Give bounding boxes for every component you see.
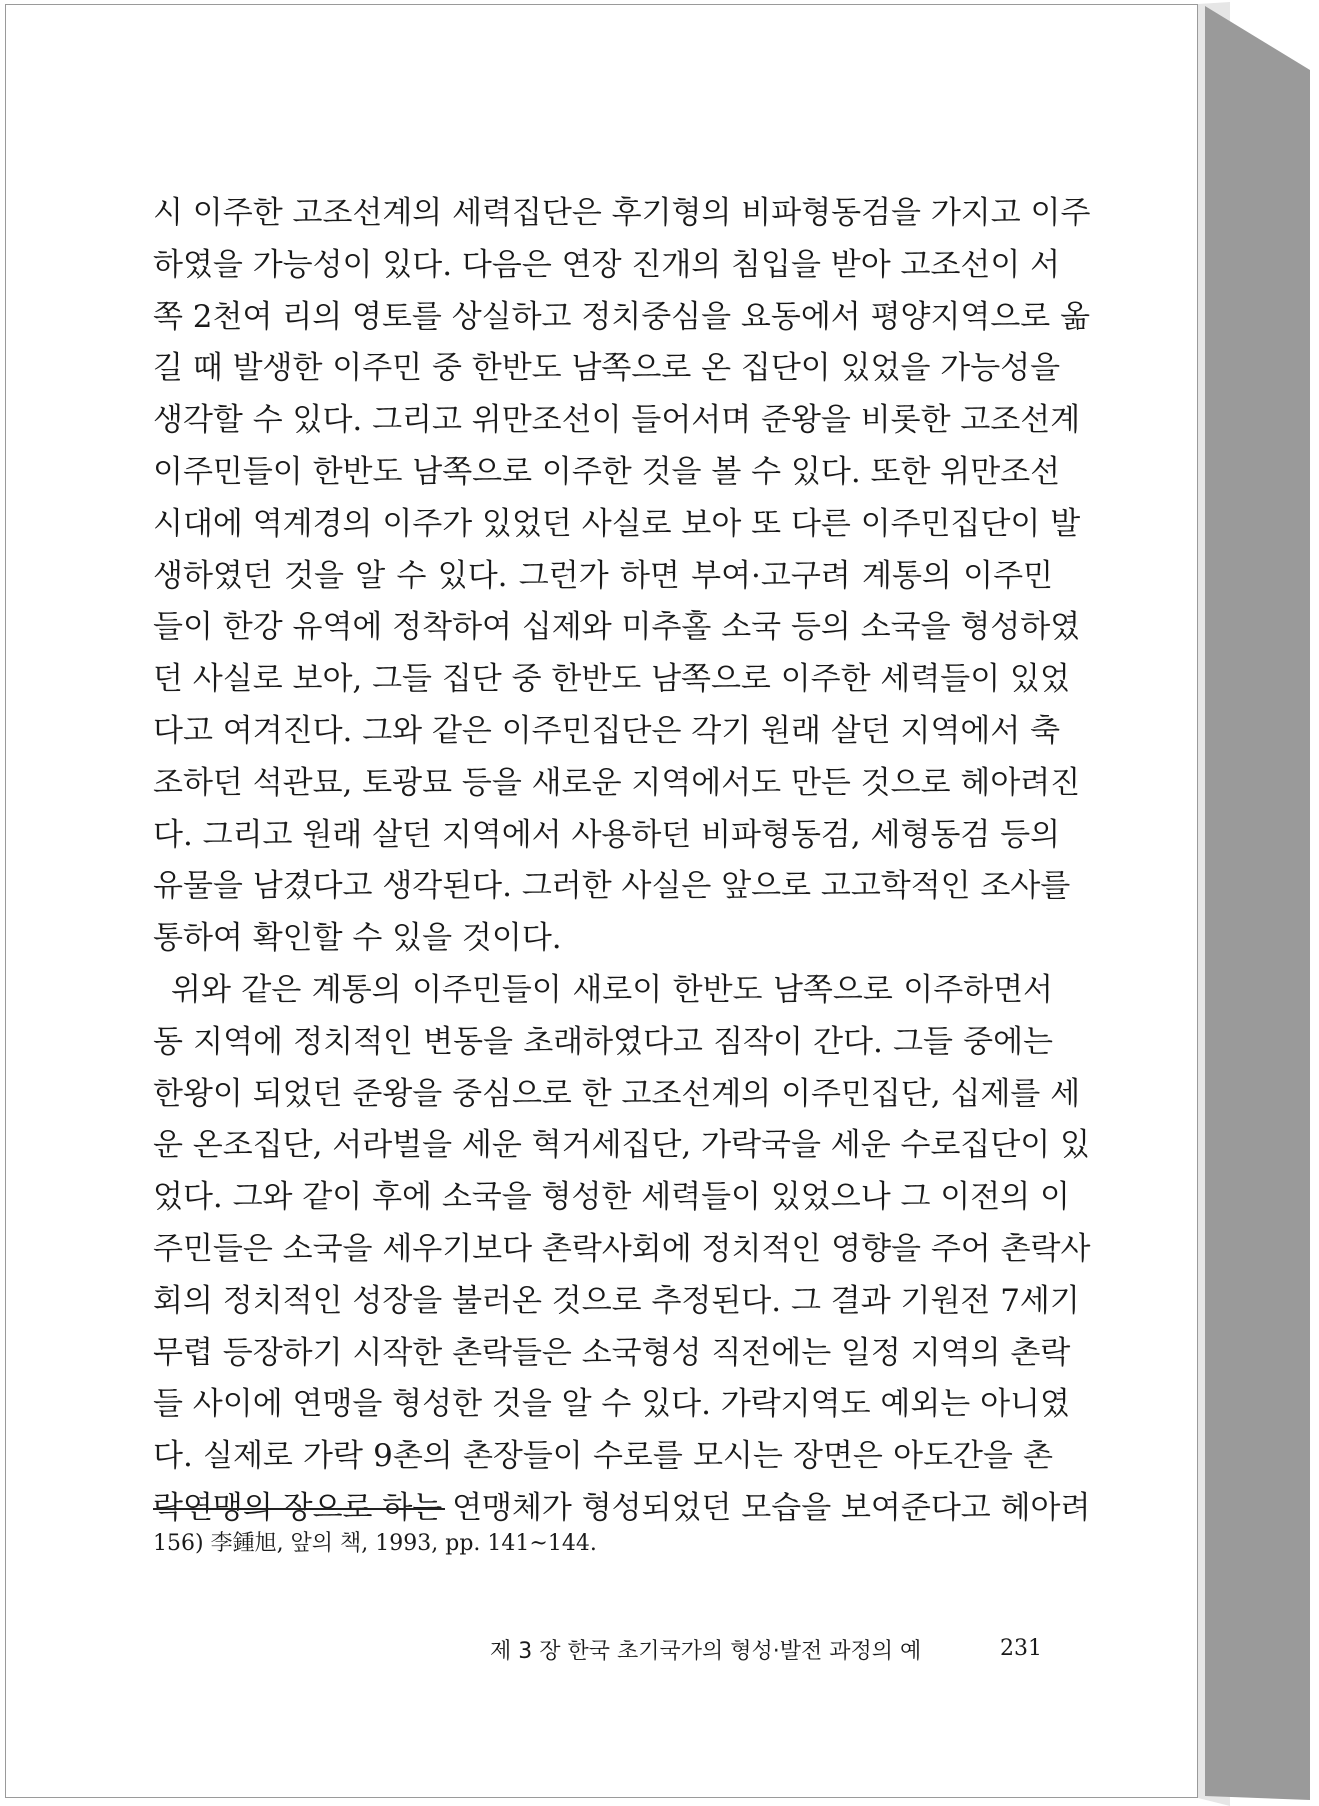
- text-line: 길 때 발생한 이주민 중 한반도 남쪽으로 온 집단이 있었을 가능성을: [153, 350, 1061, 387]
- paragraph-2: [153, 965, 1091, 1535]
- text-line: 시대에 역계경의 이주가 있었던 사실로 보아 또 다른 이주민집단이 발: [153, 505, 1081, 542]
- footnote-156: 156) 李鍾旭, 앞의 책, 1993, pp. 141~144.: [153, 1531, 597, 1556]
- text-line: 생하였던 것을 알 수 있다. 그런가 하면 부여·고구려 계통의 이주민: [153, 557, 1053, 594]
- text-line: 었다. 그와 같이 후에 소국을 형성한 세력들이 있었으나 그 이전의 이: [153, 1179, 1070, 1216]
- text-line: 통하여 확인할 수 있을 것이다.: [153, 920, 562, 957]
- text-line: 한왕이 되었던 준왕을 중심으로 한 고조선계의 이주민집단, 십제를 세: [153, 1075, 1081, 1112]
- text-line: 던 사실로 보아, 그들 집단 중 한반도 남쪽으로 이주한 세력들이 있었: [153, 661, 1070, 698]
- text-line: 다고 여겨진다. 그와 같은 이주민집단은 각기 원래 살던 지역에서 축: [153, 712, 1061, 749]
- text-line: 쪽 2천여 리의 영토를 상실하고 정치중심을 요동에서 평양지역으로 옮: [153, 298, 1091, 335]
- text-line: 들이 한강 유역에 정착하여 십제와 미추홀 소국 등의 소국을 형성하였: [153, 609, 1081, 646]
- running-footer-chapter-title: 제 3 장 한국 초기국가의 형성·발전 과정의 예: [490, 1639, 922, 1664]
- text-line: 동 지역에 정치적인 변동을 초래하였다고 짐작이 간다. 그들 중에는: [153, 1023, 1053, 1060]
- paragraph-1: [153, 188, 1091, 965]
- text-line: 주민들은 소국을 세우기보다 촌락사회에 정치적인 영향을 주어 촌락사: [153, 1230, 1091, 1267]
- text-line: 시 이주한 고조선계의 세력집단은 후기형의 비파형동검을 가지고 이주: [153, 195, 1091, 231]
- text-line: 생각할 수 있다. 그리고 위만조선이 들어서며 준왕을 비롯한 고조선계: [153, 402, 1081, 439]
- text-line: 조하던 석관묘, 토광묘 등을 새로운 지역에서도 만든 것으로 헤아려진: [153, 764, 1081, 801]
- text-line: 하였을 가능성이 있다. 다음은 연장 진개의 침입을 받아 고조선이 서: [153, 246, 1061, 283]
- text-line: 들 사이에 연맹을 형성한 것을 알 수 있다. 가락지역도 예외는 아니였: [153, 1386, 1070, 1423]
- main-body-text: [153, 188, 1091, 1535]
- text-line: 다. 실제로 가락 9촌의 촌장들이 수로를 모시는 장면은 아도간을 촌: [153, 1438, 1053, 1475]
- text-line: 회의 정치적인 성장을 불러온 것으로 추정된다. 그 결과 기원전 7세기: [153, 1282, 1080, 1319]
- text-line: 위와 같은 계통의 이주민들이 새로이 한반도 남쪽으로 이주하면서: [171, 971, 1053, 1008]
- text-line: 락연맹의 장으로 하는 연맹체가 형성되었던 모습을 보여준다고 헤아려: [153, 1489, 1091, 1526]
- text-line: 무렵 등장하기 시작한 촌락들은 소국형성 직전에는 일정 지역의 촌락: [153, 1334, 1071, 1371]
- text-line: 이주민들이 한반도 남쪽으로 이주한 것을 볼 수 있다. 또한 위만조선: [153, 453, 1061, 490]
- text-line: 다. 그리고 원래 살던 지역에서 사용하던 비파형동검, 세형동검 등의: [153, 816, 1061, 853]
- text-line: 운 온조집단, 서라벌을 세운 혁거세집단, 가락국을 세운 수로집단이 있: [153, 1127, 1091, 1164]
- page-number: 231: [1000, 1636, 1042, 1661]
- footnote-divider: [153, 1508, 445, 1510]
- text-line: 유물을 남겼다고 생각된다. 그러한 사실은 앞으로 고고학적인 조사를: [153, 868, 1071, 905]
